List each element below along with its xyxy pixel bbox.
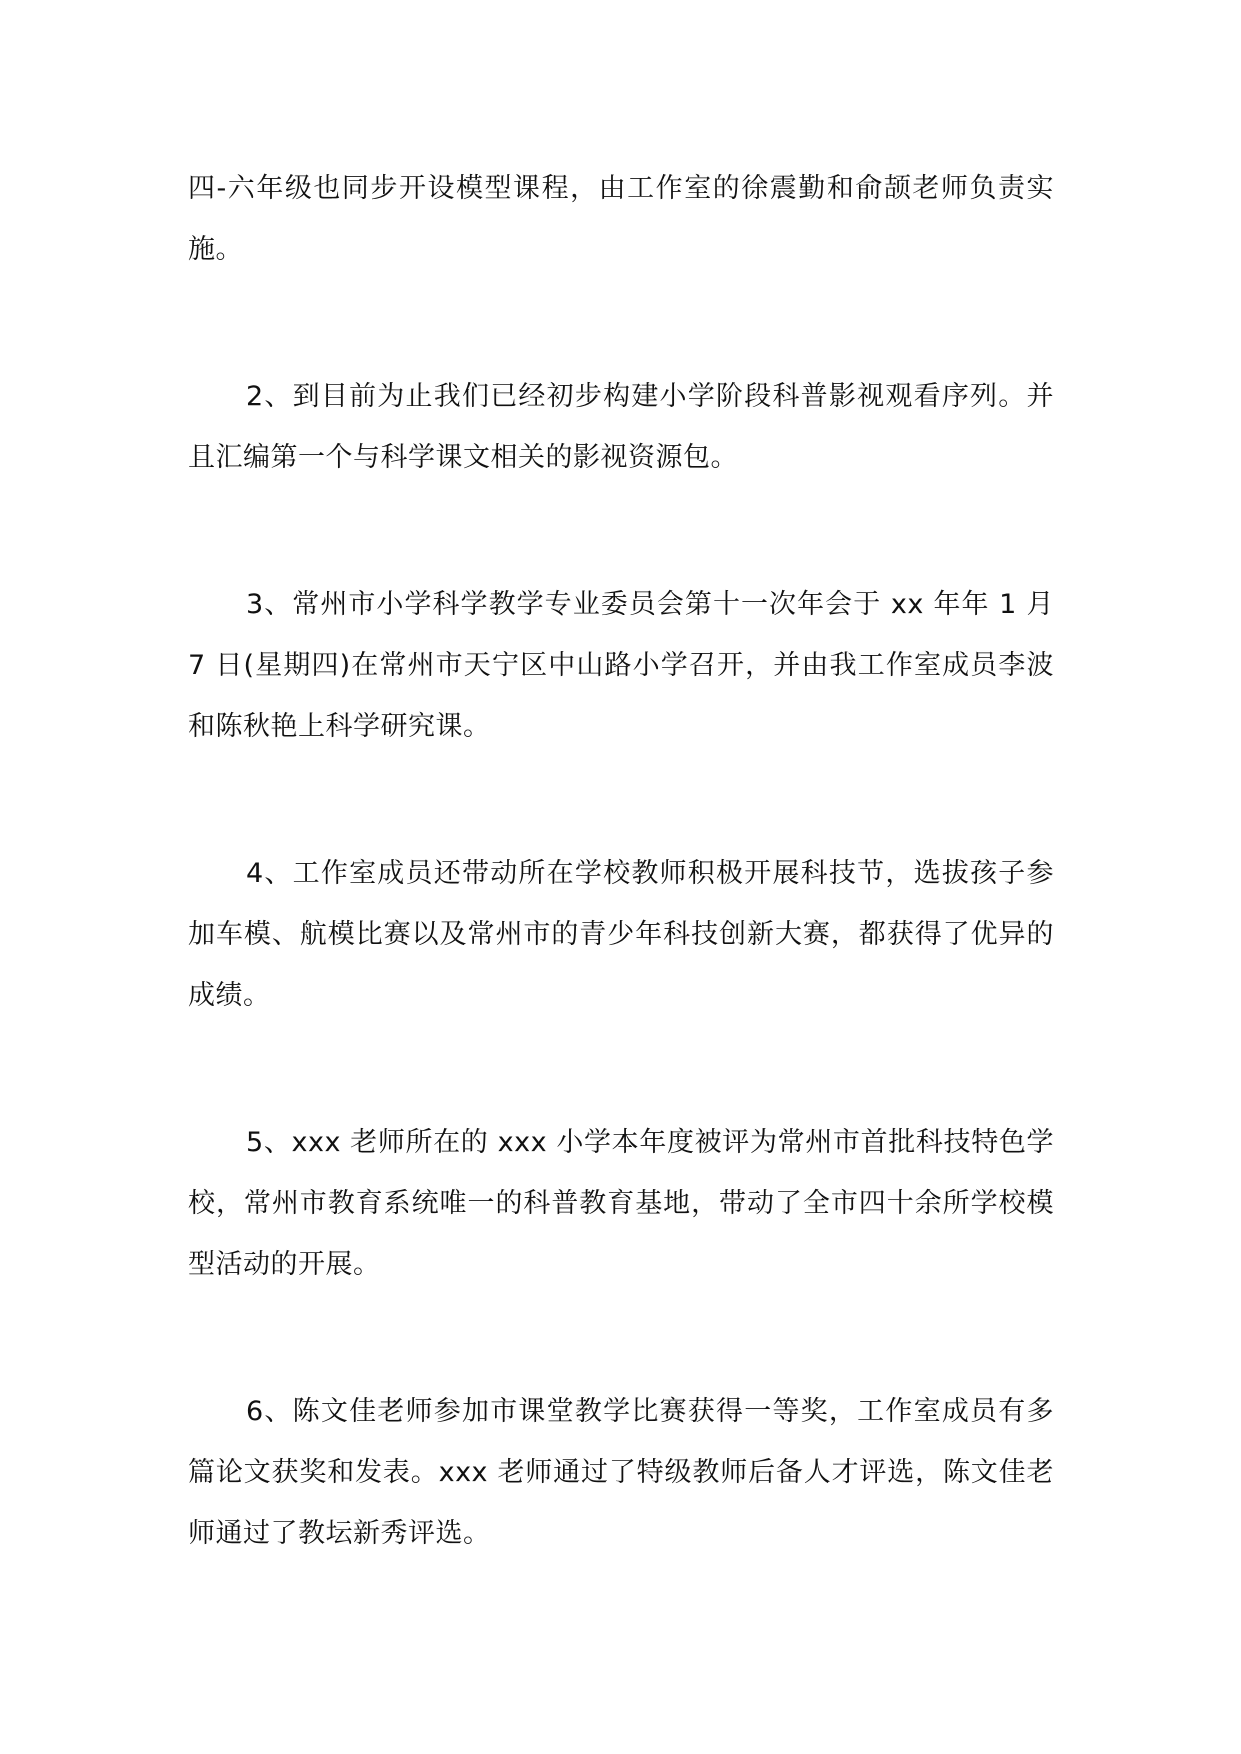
document-body [188,158,1054,1650]
paragraph-item-2: 2、到目前为止我们已经初步构建小学阶段科普影视观看序列。并且汇编第一个与科学课文相关的影视资源包。 [188,381,1054,473]
paragraph-continuation: 四-六年级也同步开设模型课程，由工作室的徐震勤和俞颉老师负责实施。 [188,173,1054,265]
paragraph-item-3: 3、常州市小学科学教学专业委员会第十一次年会于 xx 年年 1 月 7 日(星期四)在常州市天宁区中山路小学召开，并由我工作室成员李波和陈秋艳上科学研究课。 [188,589,1054,742]
paragraph-item-6: 6、陈文佳老师参加市课堂教学比赛获得一等奖，工作室成员有多篇论文获奖和发表。xxx 老师通过了特级教师后备人才评选，陈文佳老师通过了教坛新秀评选。 [188,1396,1054,1549]
paragraph-item-4: 4、工作室成员还带动所在学校教师积极开展科技节，选拔孩子参加车模、航模比赛以及常州市的青少年科技创新大赛，都获得了优异的成绩。 [188,858,1054,1011]
paragraph-item-5: 5、xxx 老师所在的 xxx 小学本年度被评为常州市首批科技特色学校，常州市教育系统唯一的科普教育基地，带动了全市四十余所学校模型活动的开展。 [188,1127,1054,1280]
